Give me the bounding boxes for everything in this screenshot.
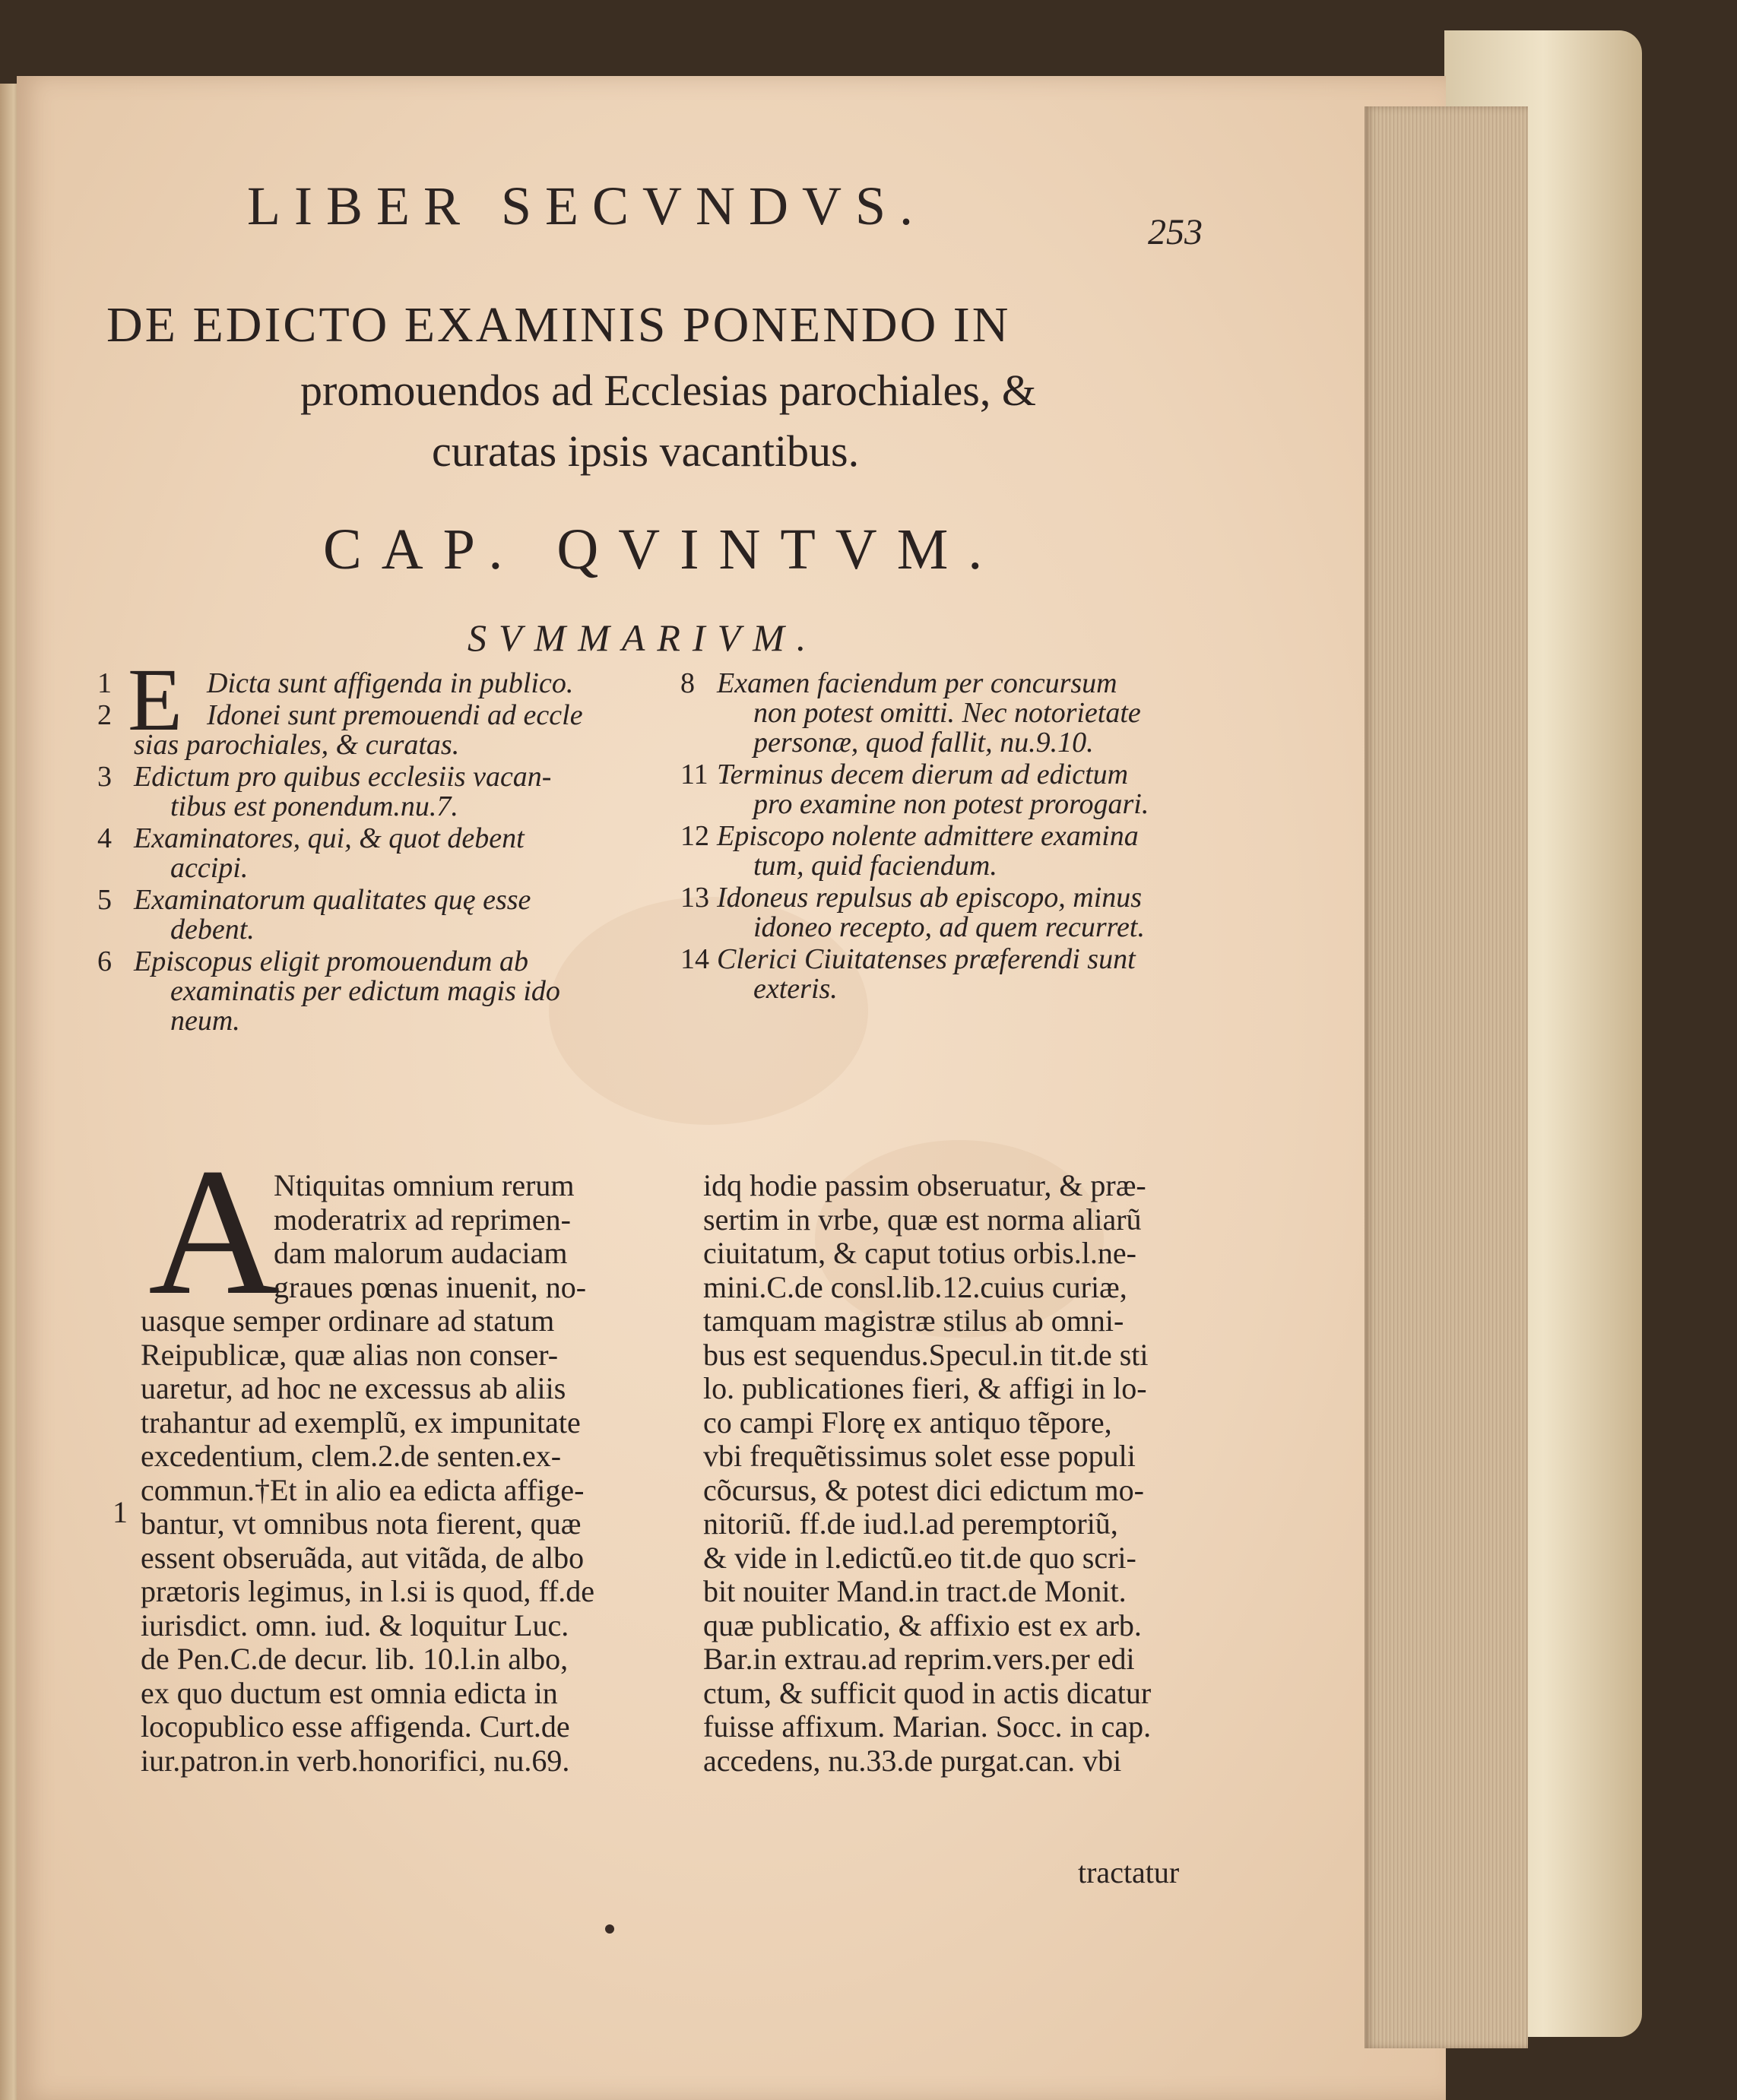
summary-item — [680, 669, 1243, 758]
summary-item-number: 6 — [97, 945, 112, 977]
body-line: de Pen.C.de decur. lib. 10.l.in albo, — [141, 1642, 569, 1676]
summary-item-number: 1 — [97, 667, 112, 699]
summary-item-number: 11 — [680, 759, 708, 790]
summary-item-line: neum. — [170, 1005, 240, 1037]
page-number: 253 — [1148, 212, 1203, 252]
summary-item-line: Idoneus repulsus ab episcopo, minus — [717, 882, 1143, 914]
body-line: bit nouiter Mand.in tract.de Monit. — [703, 1574, 1127, 1608]
margin-reference-number: 1 — [113, 1495, 128, 1529]
summary-item-line: examinatis per edictum magis ido — [170, 975, 560, 1007]
body-drop-cap: A — [148, 1130, 281, 1332]
body-line: nitoriũ. ff.de iud.l.ad peremptoriũ, — [703, 1506, 1118, 1541]
summary-item — [97, 885, 660, 945]
chapter-number: CAP. QVINTVM. — [323, 518, 1003, 581]
summary-heading: SVMMARIVM. — [468, 616, 819, 659]
body-line: mini.C.de consl.lib.12.cuius curiæ, — [703, 1269, 1127, 1304]
summary-item — [97, 669, 660, 698]
body-line: moderatrix ad reprimen- — [274, 1202, 571, 1237]
chapter-title-line-3: curatas ipsis vacantibus. — [432, 426, 860, 476]
summary-item-line: sias parochiales, & curatas. — [134, 729, 460, 761]
body-line: dam malorum audaciam — [274, 1236, 568, 1270]
chapter-title-line-2: promouendos ad Ecclesias parochiales, & — [300, 366, 1036, 415]
summary-item — [97, 762, 660, 822]
summary-item-line: non potest omitti. Nec notorietate — [753, 697, 1141, 729]
summary-item-line: tibus est ponendum.nu.7. — [170, 790, 458, 822]
body-left-column — [141, 1169, 665, 1778]
body-line: ex quo ductum est omnia edicta in — [141, 1675, 558, 1710]
summary-item-number: 12 — [680, 820, 709, 852]
summary-right-column — [680, 669, 1243, 1006]
body-line: tamquam magistræ stilus ab omni- — [703, 1303, 1124, 1338]
running-head: LIBER SECVNDVS. — [247, 176, 927, 236]
body-line: & vide in l.edictũ.eo tit.de quo scri- — [703, 1540, 1136, 1575]
summary-item-line: tum, quid faciendum. — [753, 850, 997, 882]
summary-item-number: 14 — [680, 943, 709, 975]
body-line: prætoris legimus, in l.si is quod, ff.de — [141, 1574, 595, 1608]
summary-item-line: Examinatores, qui, & quot debent — [134, 822, 525, 854]
summary-item — [680, 883, 1243, 942]
body-line: locopublico esse affigenda. Curt.de — [141, 1709, 570, 1744]
catchword: tractatur — [1078, 1855, 1180, 1889]
summary-item — [680, 945, 1243, 1004]
summary-item-number: 8 — [680, 667, 695, 699]
body-line: cõcursus, & potest dici edictum mo- — [703, 1472, 1144, 1507]
body-right-column — [703, 1169, 1228, 1778]
summary-item-line: Episcopo nolente admittere examina — [717, 820, 1139, 852]
summary-item — [97, 824, 660, 883]
body-line: fuisse affixum. Marian. Socc. in cap. — [703, 1709, 1152, 1744]
summary-item — [97, 947, 660, 1036]
body-line: graues pœnas inuenit, no- — [274, 1269, 587, 1304]
body-line: trahantur ad exemplũ, ex impunitate — [141, 1405, 581, 1440]
summary-item-line: exteris. — [753, 973, 838, 1005]
summary-item — [97, 701, 660, 760]
summary-item-number: 2 — [97, 699, 112, 731]
summary-item-number: 5 — [97, 884, 112, 916]
body-line: Reipublicæ, quæ alias non conser- — [141, 1337, 559, 1372]
body-line: Bar.in extrau.ad reprim.vers.per edi — [703, 1642, 1135, 1676]
body-line: bus est sequendus.Specul.in tit.de sti — [703, 1337, 1149, 1372]
summary-item-number: 4 — [97, 822, 112, 854]
summary-item-number: 3 — [97, 761, 112, 793]
body-line: co campi Florę ex antiquo tẽpore, — [703, 1405, 1112, 1440]
summary-item-number: 13 — [680, 882, 709, 914]
body-line: uasque semper ordinare ad statum — [141, 1303, 555, 1338]
summary-item-line: debent. — [170, 914, 255, 945]
summary-item-line: pro examine non potest prorogari. — [753, 788, 1149, 820]
body-line: excedentium, clem.2.de senten.ex- — [141, 1439, 562, 1473]
body-line: vbi frequẽtissimus solet esse populi — [703, 1439, 1136, 1473]
summary-item-line: Clerici Ciuitatenses præferendi sunt — [717, 943, 1136, 975]
summary-item-line: Idonei sunt premouendi ad eccle — [207, 699, 583, 731]
body-line: ctum, & sufficit quod in actis dicatur — [703, 1675, 1152, 1710]
body-line: iurisdict. omn. iud. & loquitur Luc. — [141, 1607, 569, 1642]
page-fore-edge — [1365, 106, 1528, 2048]
body-line: uaretur, ad hoc ne excessus ab aliis — [141, 1371, 566, 1405]
summary-item-line: Dicta sunt affigenda in publico. — [207, 667, 574, 699]
summary-item-line: accipi. — [170, 852, 249, 884]
body-line: idq hodie passim obseruatur, & præ- — [703, 1168, 1146, 1202]
body-line: quæ publicatio, & affixio est ex arb. — [703, 1607, 1142, 1642]
ink-dot — [605, 1924, 614, 1934]
body-line: Ntiquitas omnium rerum — [274, 1168, 575, 1202]
summary-left-column — [97, 669, 660, 1038]
summary-drop-letter: E — [128, 650, 183, 749]
summary-item — [680, 822, 1243, 881]
body-line: lo. publicationes fieri, & affigi in lo- — [703, 1371, 1147, 1405]
body-line: commun.†Et in alio ea edicta affige- — [141, 1472, 585, 1507]
summary-item — [680, 760, 1243, 819]
summary-item-line: Terminus decem dierum ad edictum — [717, 759, 1129, 790]
summary-item-line: Edictum pro quibus ecclesiis vacan- — [134, 761, 552, 793]
body-line: iur.patron.in verb.honorifici, nu.69. — [141, 1743, 570, 1778]
body-line: sertim in vrbe, quæ est norma aliarũ — [703, 1202, 1142, 1237]
body-line: essent obseruãda, aut vitãda, de albo — [141, 1540, 585, 1575]
summary-item-line: Examen faciendum per concursum — [717, 667, 1117, 699]
summary-item-line: Episcopus eligit promouendum ab — [134, 945, 528, 977]
body-line: accedens, nu.33.de purgat.can. vbi — [703, 1743, 1122, 1778]
summary-item-line: personæ, quod fallit, nu.9.10. — [753, 727, 1094, 759]
summary-item-line: idoneo recepto, ad quem recurret. — [753, 911, 1145, 943]
summary-item-line: Examinatorum qualitates quę esse — [134, 884, 531, 916]
chapter-title-line-1: DE EDICTO EXAMINIS PONENDO IN — [106, 297, 1011, 353]
body-line: ciuitatum, & caput totius orbis.l.ne- — [703, 1236, 1136, 1270]
body-line: bantur, vt omnibus nota fierent, quæ — [141, 1506, 582, 1541]
